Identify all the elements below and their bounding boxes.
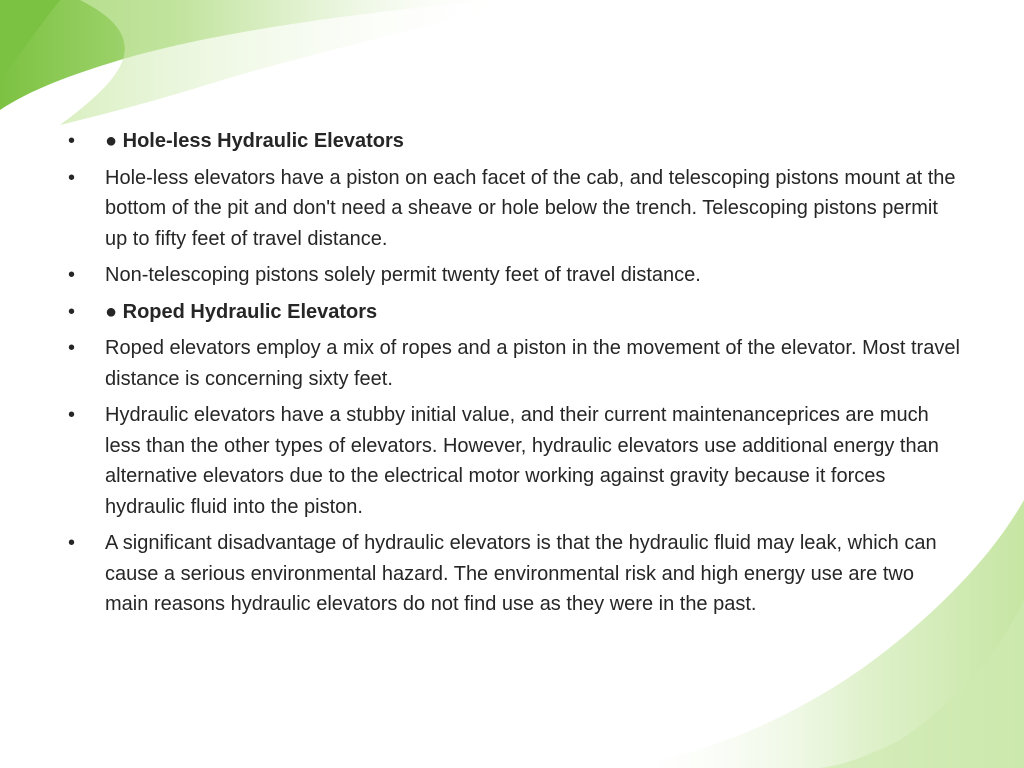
bullet-text: Non-telescoping pistons solely permit twenty feet of travel distance.: [105, 264, 701, 286]
bullet-dot-icon: •: [68, 130, 76, 152]
bullet-item: [62, 333, 962, 394]
bullet-item: [62, 297, 962, 328]
bullet-heading-text: ● Hole-less Hydraulic Elevators: [105, 130, 404, 152]
bullet-item: [62, 163, 962, 255]
bullet-item: [62, 528, 962, 620]
bullet-text: Roped elevators employ a mix of ropes and a piston in the movement of the elevator. Most travel distance is concerning sixty feet.: [105, 337, 960, 390]
slide-body: [62, 126, 962, 626]
bullet-item: [62, 126, 962, 157]
bullet-item: [62, 400, 962, 522]
bullet-heading-text: ● Roped Hydraulic Elevators: [105, 300, 378, 323]
bullet-list: [62, 126, 962, 620]
bullet-dot-icon: •: [68, 264, 76, 286]
bullet-dot-icon: •: [68, 166, 76, 189]
bullet-dot-icon: •: [68, 404, 76, 426]
bullet-item: [62, 260, 962, 291]
bullet-text: A significant disadvantage of hydraulic elevators is that the hydraulic fluid may leak, which can cause a serious environmental hazard. The environmental risk and high energy use are two main reasons hydraulic elevators do not find use as they were in the past.: [105, 532, 937, 615]
bullet-dot-icon: •: [68, 300, 76, 323]
bullet-dot-icon: •: [68, 337, 76, 359]
bullet-text: Hydraulic elevators have a stubby initial value, and their current maintenanceprices are much less than the other types of elevators. However, hydraulic elevators use additional energy than alternative elevators due to the electrical motor working against gravity because it forces hydraulic fluid into the piston.: [105, 404, 939, 518]
bullet-text: Hole-less elevators have a piston on each facet of the cab, and telescoping pistons mount at the bottom of the pit and don't need a sheave or hole below the trench. Telescoping pistons permit up to fifty feet of travel distance.: [105, 166, 956, 250]
bullet-dot-icon: •: [68, 532, 76, 554]
